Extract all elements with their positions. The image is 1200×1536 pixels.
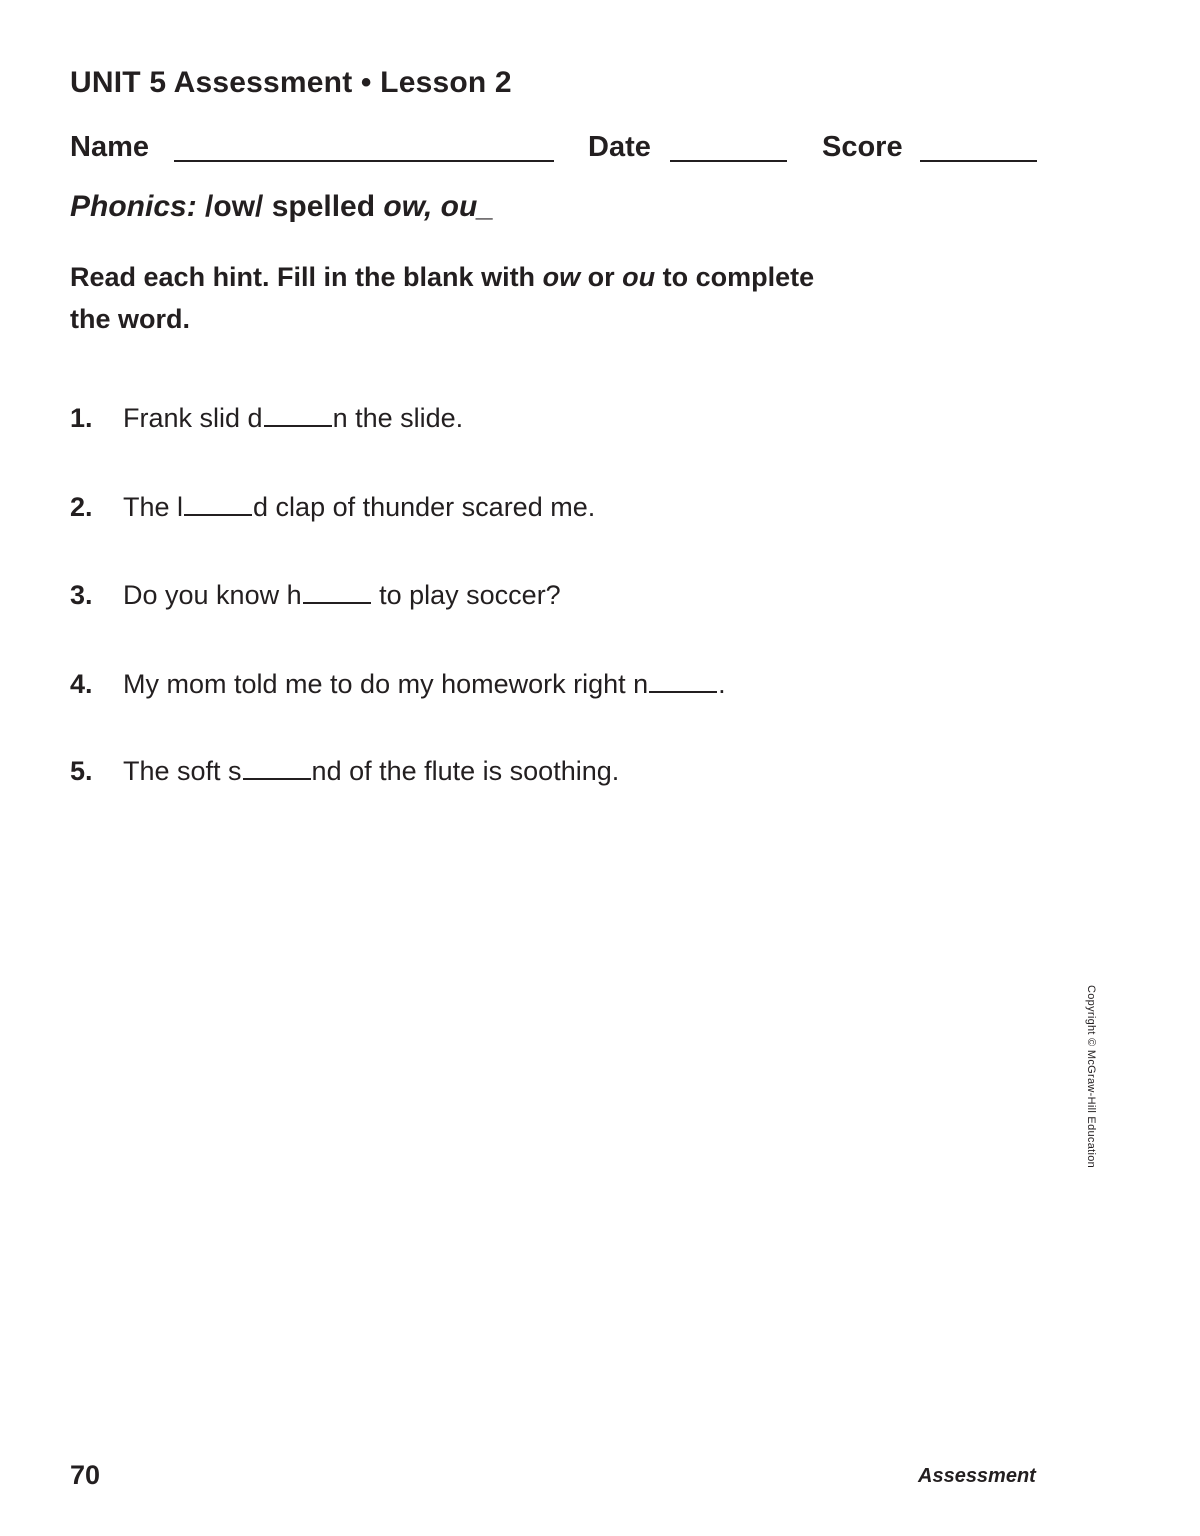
question-number: 5. <box>70 756 93 786</box>
directions-part1: Read each hint. Fill in the blank with <box>70 262 536 292</box>
question-number: 1. <box>70 403 93 433</box>
directions-part2: to complete the word. <box>70 262 815 334</box>
question-text-after: to play soccer? <box>371 580 561 610</box>
directions-or: or <box>587 262 615 292</box>
directions <box>70 256 830 340</box>
question-5 <box>70 756 619 787</box>
question-text-before: My mom told me to do my homework right n <box>123 669 649 699</box>
answer-blank[interactable] <box>264 403 332 427</box>
copyright-notice: Copyright © McGraw-Hill Education <box>1085 985 1097 1169</box>
date-label: Date <box>588 131 651 163</box>
question-number: 3. <box>70 580 93 610</box>
directions-ow: ow <box>542 262 581 292</box>
question-1 <box>70 403 463 434</box>
unit-title: UNIT 5 Assessment • Lesson 2 <box>70 66 512 99</box>
question-text-before: The l <box>123 492 184 522</box>
phonics-spellings: ow, ou_ <box>383 190 494 223</box>
phonics-heading <box>70 190 494 224</box>
page-number: 70 <box>70 1460 101 1490</box>
name-field-line[interactable] <box>174 160 554 162</box>
question-text-before: Do you know h <box>123 580 302 610</box>
question-number: 2. <box>70 492 93 522</box>
directions-ou: ou <box>622 262 656 292</box>
phonics-label: Phonics: <box>70 190 197 223</box>
score-label: Score <box>822 131 903 163</box>
answer-blank[interactable] <box>303 580 371 604</box>
question-3 <box>70 580 561 611</box>
answer-blank[interactable] <box>243 756 311 780</box>
question-text-after: n the slide. <box>332 403 464 433</box>
question-text-after: . <box>718 669 726 699</box>
question-text-after: nd of the flute is soothing. <box>311 756 620 786</box>
question-text-before: Frank slid d <box>123 403 263 433</box>
name-label: Name <box>70 131 149 163</box>
footer-label: Assessment <box>918 1465 1036 1487</box>
question-4 <box>70 669 726 700</box>
score-field-line[interactable] <box>920 160 1037 162</box>
answer-blank[interactable] <box>184 492 252 516</box>
phonics-sound: /ow/ spelled <box>205 190 376 223</box>
date-field-line[interactable] <box>670 160 787 162</box>
question-2 <box>70 492 595 523</box>
question-text-before: The soft s <box>123 756 242 786</box>
question-text-after: d clap of thunder scared me. <box>253 492 596 522</box>
question-number: 4. <box>70 669 93 699</box>
answer-blank[interactable] <box>649 669 717 693</box>
